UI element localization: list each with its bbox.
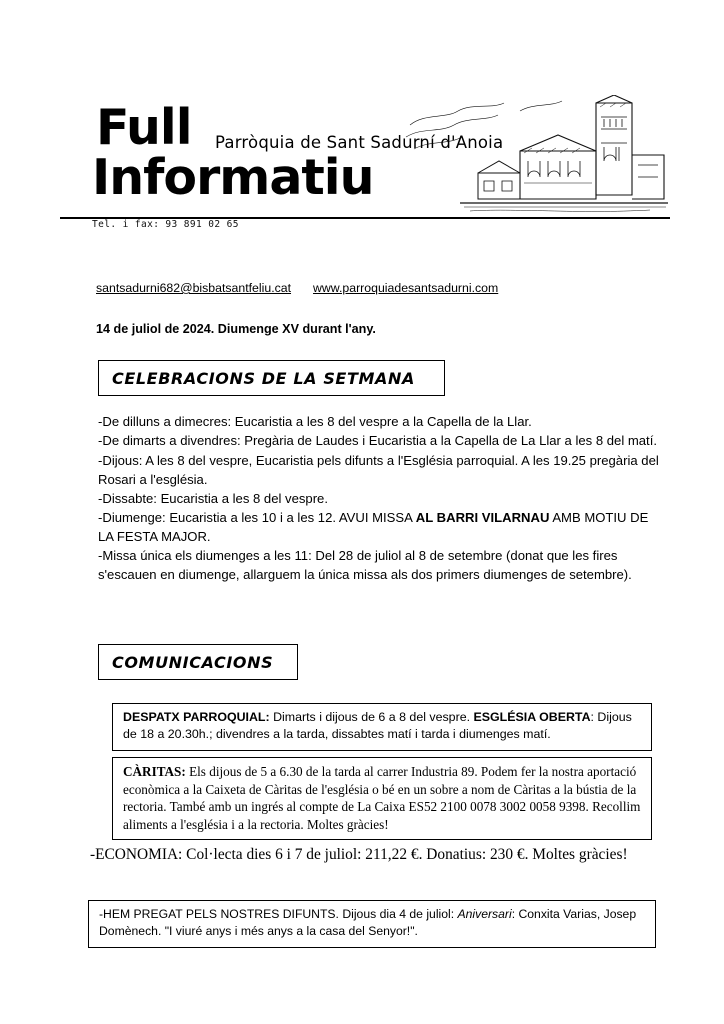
celebracions-line-5-prefix: -Diumenge: Eucaristia a les 10 i a les 12. AVUI MISSA — [98, 510, 416, 526]
difunts-text-after: : Conxita Varias, Josep Domènech. "I viuré anys i més anys a la casa del Senyor!". — [99, 907, 637, 939]
celebracions-line-2: -De dimarts a divendres: Pregària de Laudes i Eucaristia a la Capella de La Llar a les 8 del matí. — [98, 433, 657, 449]
masthead-subtitle: Parròquia de Sant Sadurní d'Anoia — [215, 133, 504, 152]
despatx-notice — [112, 703, 652, 751]
esglesia-oberta-label: ESGLÉSIA OBERTA — [473, 710, 591, 724]
difunts-italic: Aniversari — [457, 907, 512, 921]
church-illustration — [400, 95, 670, 220]
masthead-phone: Tel. i fax: 93 891 02 65 — [92, 219, 239, 230]
difunts-notice — [88, 900, 656, 948]
masthead — [60, 95, 670, 240]
contact-links — [96, 281, 498, 295]
caritas-label: CÀRITAS: — [123, 764, 186, 779]
economia-text: -ECONOMIA: Col·lecta dies 6 i 7 de juliol: 211,22 €. Donatius: 230 €. Moltes gràcies! — [90, 846, 628, 863]
celebracions-line-1: -De dilluns a dimecres: Eucaristia a les 8 del vespre a la Capella de la Llar. — [98, 414, 532, 429]
masthead-title-full: Full — [96, 99, 192, 156]
despatx-text: Dimarts i dijous de 6 a 8 del vespre. — [269, 710, 474, 724]
celebracions-body — [98, 413, 660, 586]
celebracions-heading: CELEBRACIONS DE LA SETMANA — [98, 360, 445, 396]
celebracions-line-5-emphasis: AL BARRI VILARNAU — [415, 510, 550, 526]
difunts-text-before: -HEM PREGAT PELS NOSTRES DIFUNTS. Dijous dia 4 de juliol: — [99, 907, 458, 921]
celebracions-line-5 — [98, 509, 660, 547]
celebracions-line-4: -Dissabte: Eucaristia a les 8 del vespre. — [98, 490, 328, 506]
celebracions-line-5-suffix: AMB MOTIU DE LA FESTA MAJOR. — [98, 510, 649, 545]
caritas-notice — [112, 757, 652, 840]
website-link[interactable]: www.parroquiadesantsadurni.com — [313, 281, 499, 295]
masthead-title-informatiu: Informatiu — [92, 149, 374, 206]
celebracions-line-3: -Dijous: A les 8 del vespre, Eucaristia pels difunts a l'Església parroquial. A les 19.25 pregària del Rosari a l'església. — [98, 452, 659, 487]
comunicacions-heading: COMUNICACIONS — [98, 644, 298, 680]
email-link[interactable]: santsadurni682@bisbatsantfeliu.cat — [96, 281, 292, 295]
celebracions-line-6: -Missa única els diumenges a les 11: Del 28 de juliol al 8 de setembre (donat que les fires s'escauen en diumenge, allarguem la única missa als dos primers diumenges de setembre). — [98, 548, 632, 583]
caritas-text: Els dijous de 5 a 6.30 de la tarda al carrer Industria 89. Podem fer la nostra aportació econòmica a la Caixeta de Càritas de l'església o bé en un sobre a nom de Càritas a la bústia de la rectoria. També amb un ingrés al compte de La Caixa ES52 2100 0078 3002 0058 9398. Recollim aliments a l'església i a la rectoria. Moltes gràcies! — [123, 764, 641, 832]
despatx-label: DESPATX PARROQUIAL: — [123, 710, 270, 724]
esglesia-oberta-text: : Dijous de 18 a 20.30h.; divendres a la tarda, dissabtes matí i tarda i diumenges matí. — [123, 710, 632, 742]
dateline: 14 de juliol de 2024. Diumenge XV durant l'any. — [96, 322, 376, 336]
